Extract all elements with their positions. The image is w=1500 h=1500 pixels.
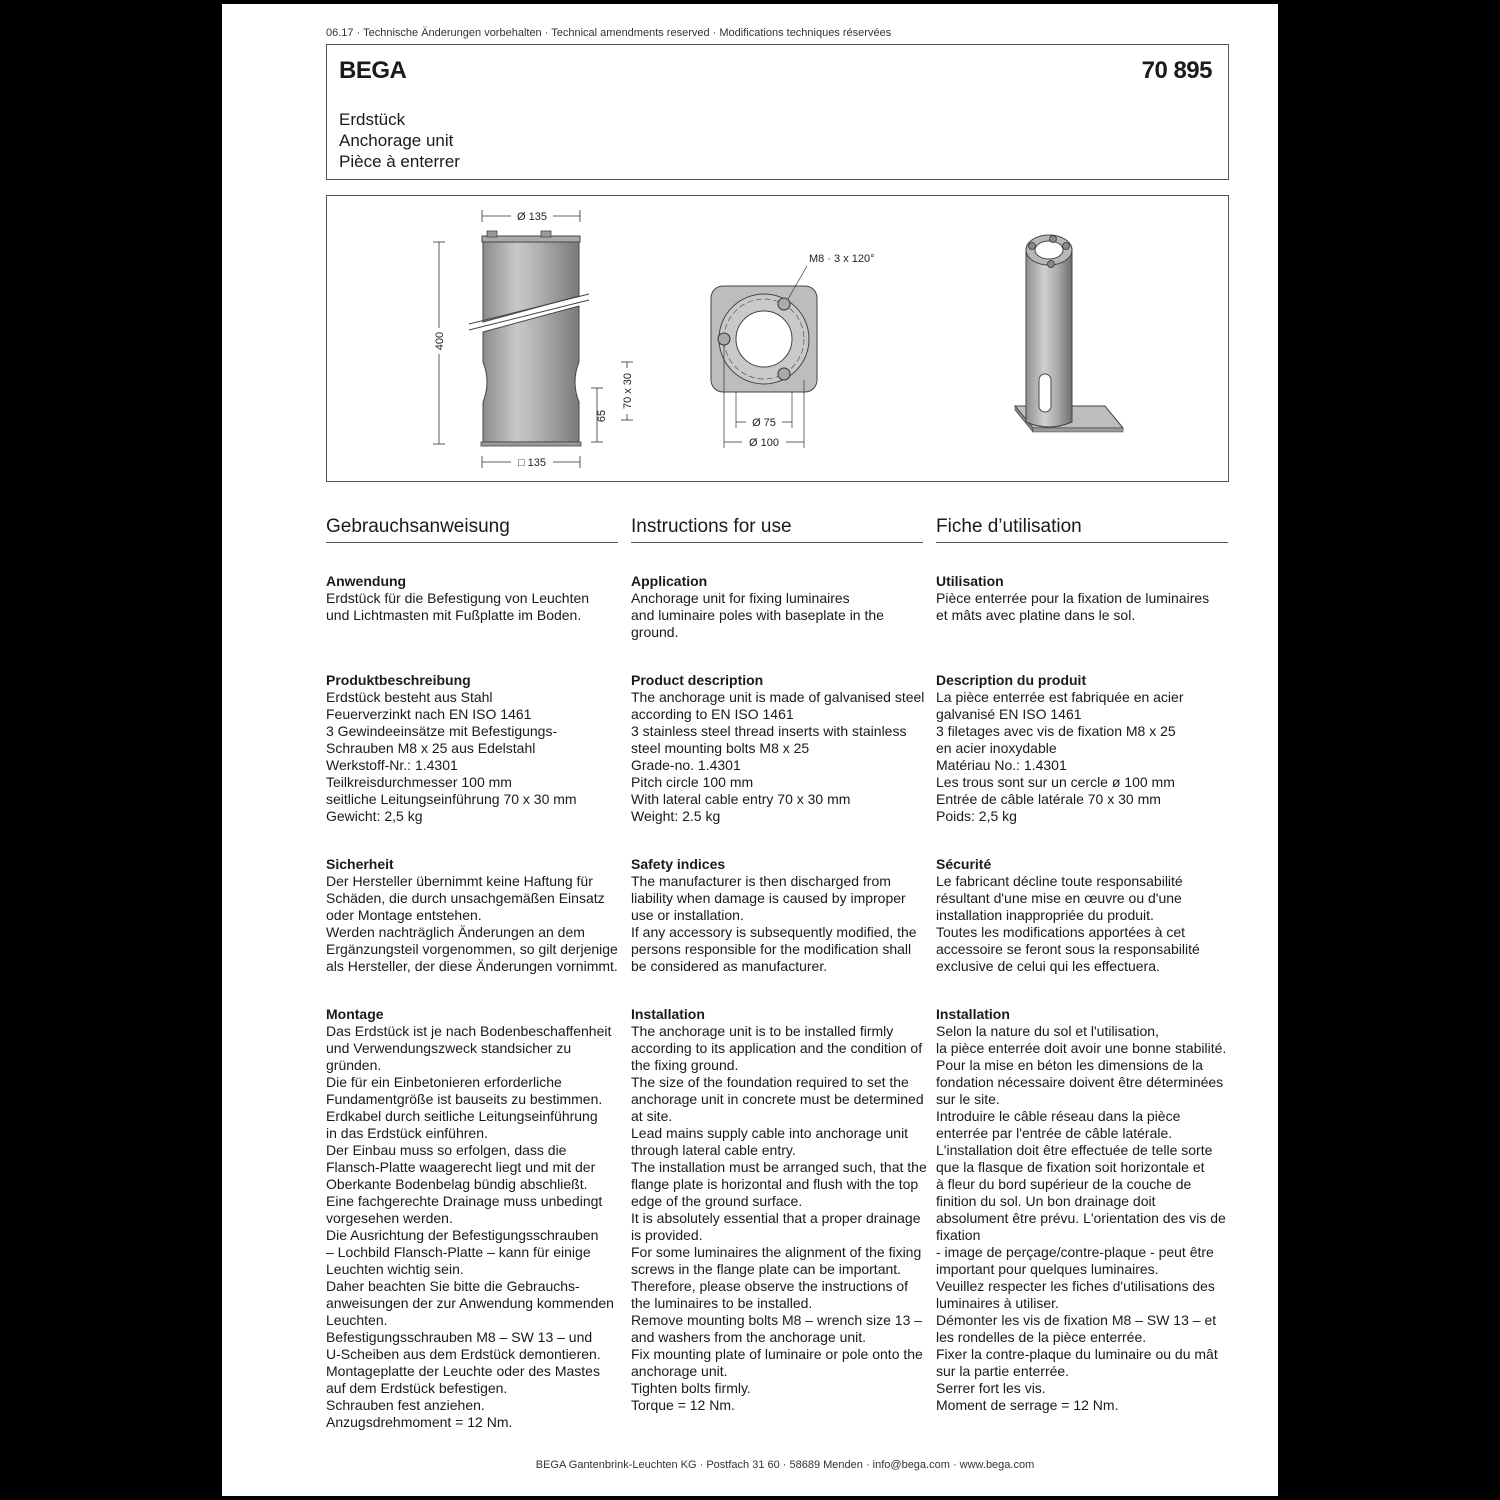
dim-inner-diameter: Ø 75: [752, 417, 776, 429]
dim-65: 65: [596, 409, 608, 423]
column-heading-fr: Fiche d’utilisation: [936, 516, 1228, 543]
section-text: Erdstück besteht aus Stahl Feuerverzinkt nach EN ISO 1461 3 Gewindeeinsätze mit Befestigungs- Schrauben M8 x 25 aus Edelstahl Werkstoff-Nr.: 1.4301 Teilkreisdurchmesser 100 mm seitliche Leitungseinführung 70 x 30 mm Gewicht: 2,5 kg: [326, 689, 577, 824]
footer-address: BEGA Gantenbrink-Leuchten KG · Postfach 31 60 · 58689 Menden · info@bega.com · www.bega.com: [535, 1459, 1035, 1471]
dim-bottom-square: □ 135: [517, 457, 547, 469]
revision-note: 06.17 · Technische Änderungen vorbehalten · Technical amendments reserved · Modifications techniques réservées: [326, 27, 892, 39]
column-de: [326, 516, 618, 1430]
section-title: Application: [631, 573, 708, 589]
dim-height: 400: [434, 331, 446, 351]
document-page: [222, 4, 1278, 1496]
section-text: Le fabricant décline toute responsabilité résultant d'une mise en œuvre ou d'une installation inappropriée du produit. Toutes les modifications apportées à cet accessoire se feront sous la responsabilité exclusive de celui qui les effectuera.: [936, 873, 1200, 974]
section-utilisation: [936, 573, 1236, 624]
side-view-drawing: [431, 209, 635, 469]
section-securite: [936, 856, 1236, 975]
section-title: Anwendung: [326, 573, 407, 589]
section-montage: [326, 1006, 626, 1431]
section-text: Selon la nature du sol et l'utilisation, la pièce enterrée doit avoir une bonne stabilité. Pour la mise en béton les dimensions de la fondation nécessaire doivent être déterminées sur le site. Introduire le câble réseau dans la pièce enterrée par l'entrée de câble latérale. L'installation doit être effectuée de telle sorte que la flasque de fixation soit horizontale et à fleur du bord supérieur de la couche de finition du sol. Un bon drainage doit absolument être prévu. L'orientation des vis de fixation - image de perçage/contre-plaque - peut être important pour quelques luminaires. Veuillez respecter les fiches d'utilisations des luminaires à utiliser. Démonter les vis de fixation M8 – SW 13 – et les rondelles de la pièce enterrée. Fixer la contre-plaque du luminaire ou du mât sur la partie enterrée. Serrer fort les vis. Moment de serrage = 12 Nm.: [936, 1023, 1227, 1413]
title-en: Anchorage unit: [339, 131, 454, 150]
section-title: Utilisation: [936, 573, 1004, 589]
article-number: 70 895: [1141, 57, 1212, 84]
section-title: Sécurité: [936, 856, 992, 872]
dim-pitch-circle: Ø 100: [749, 437, 779, 449]
section-title: Description du produit: [936, 672, 1087, 688]
section-text: La pièce enterrée est fabriquée en acier galvanisé EN ISO 1461 3 filetages avec vis de fixation M8 x 25 en acier inoxydable Matériau No.: 1.4301 Les trous sont sur un cercle ø 100 mm Entrée de câble latérale 70 x 30 mm Poids: 2,5 kg: [936, 689, 1184, 824]
product-titles: [339, 109, 460, 172]
title-de: Erdstück: [339, 110, 406, 129]
technical-drawing-box: [326, 195, 1229, 482]
section-title: Product description: [631, 672, 764, 688]
brand-logo: BEGA: [339, 57, 407, 84]
section-product-description: [631, 672, 931, 825]
section-text: The manufacturer is then discharged from liability when damage is caused by improper use or installation. If any accessory is subsequently modified, the persons responsible for the modification shall be considered as manufacturer.: [631, 873, 917, 974]
section-installation-fr: [936, 1006, 1236, 1414]
section-text: Der Hersteller übernimmt keine Haftung für Schäden, die durch unsachgemäßen Einsatz oder Montage entstehen. Werden nachträglich Änderungen an dem Ergänzungsteil vorgenommen, so gilt derjenige als Hersteller, der diese Änderungen vornimmt.: [326, 873, 618, 974]
section-produktbeschreibung: [326, 672, 626, 825]
section-text: The anchorage unit is made of galvanised steel according to EN ISO 1461 3 stainless steel thread inserts with stainless steel mounting bolts M8 x 25 Grade-no. 1.4301 Pitch circle 100 mm With lateral cable entry 70 x 30 mm Weight: 2.5 kg: [631, 689, 925, 824]
section-title: Installation: [631, 1006, 705, 1022]
section-title: Sicherheit: [326, 856, 394, 872]
section-description-produit: [936, 672, 1236, 825]
top-view-drawing: [711, 253, 875, 449]
section-sicherheit: [326, 856, 626, 975]
dim-bolts: M8 · 3 x 120°: [809, 253, 875, 265]
section-title: Produktbeschreibung: [326, 672, 471, 688]
column-heading-en: Instructions for use: [631, 516, 923, 543]
column-fr: [936, 516, 1228, 1413]
section-anwendung: [326, 573, 626, 624]
section-installation-en: [631, 1006, 931, 1414]
section-text: Erdstück für die Befestigung von Leuchten und Lichtmasten mit Fußplatte im Boden.: [326, 590, 590, 623]
perspective-view-drawing: [1015, 235, 1123, 432]
section-text: The anchorage unit is to be installed firmly according to its application and the condition of the fixing ground. The size of the foundation required to set the anchorage unit in concrete must be determined at site. Lead mains supply cable into anchorage unit through lateral cable entry. The installation must be arranged such, that the flange plate is horizontal and flush with the top edge of the ground surface. It is absolutely essential that a proper drainage is provided. For some luminaires the alignment of the fixing screws in the flange plate can be important. Therefore, please observe the instructions of the luminaires to be installed. Remove mounting bolts M8 – wrench size 13 – and washers from the anchorage unit. Fix mounting plate of luminaire or pole onto the anchorage unit. Tighten bolts firmly. Torque = 12 Nm.: [631, 1023, 927, 1413]
dim-cable-entry: 70 x 30: [622, 372, 634, 410]
section-title: Installation: [936, 1006, 1010, 1022]
column-heading-de: Gebrauchsanweisung: [326, 516, 618, 543]
section-safety: [631, 856, 931, 975]
section-text: Pièce enterrée pour la fixation de luminaires et mâts avec platine dans le sol.: [936, 590, 1210, 623]
title-fr: Pièce à enterrer: [339, 152, 460, 171]
section-title: Safety indices: [631, 856, 726, 872]
dim-top-diameter: Ø 135: [517, 211, 547, 223]
section-application: [631, 573, 931, 641]
section-title: Montage: [326, 1006, 384, 1022]
section-text: Anchorage unit for fixing luminaires and luminaire poles with baseplate in the ground.: [631, 590, 884, 640]
column-en: [631, 516, 927, 1413]
section-text: Das Erdstück ist je nach Bodenbeschaffenheit und Verwendungszweck standsicher zu gründen. Die für ein Einbetonieren erforderliche Fundamentgröße ist bauseits zu bestimmen. Erdkabel durch seitliche Leitungseinführung in das Erdstück einführen. Der Einbau muss so erfolgen, dass die Flansch-Platte waagerecht liegt und mit der Oberkante Bodenbelag bündig abschließt. Eine fachgerechte Drainage muss unbedingt vorgesehen werden. Die Ausrichtung der Befestigungsschrauben – Lochbild Flansch-Platte – kann für einige Leuchten wichtig sein. Daher beachten Sie bitte die Gebrauchs- anweisungen der zur Anwendung kommenden Leuchten. Befestigungsschrauben M8 – SW 13 – und U-Scheiben aus dem Erdstück demontieren. Montageplatte der Leuchte oder des Mastes auf dem Erdstück befestigen. Schrauben fest anziehen. Anzugsdrehmoment = 12 Nm.: [326, 1023, 614, 1430]
header-box: [326, 44, 1229, 180]
